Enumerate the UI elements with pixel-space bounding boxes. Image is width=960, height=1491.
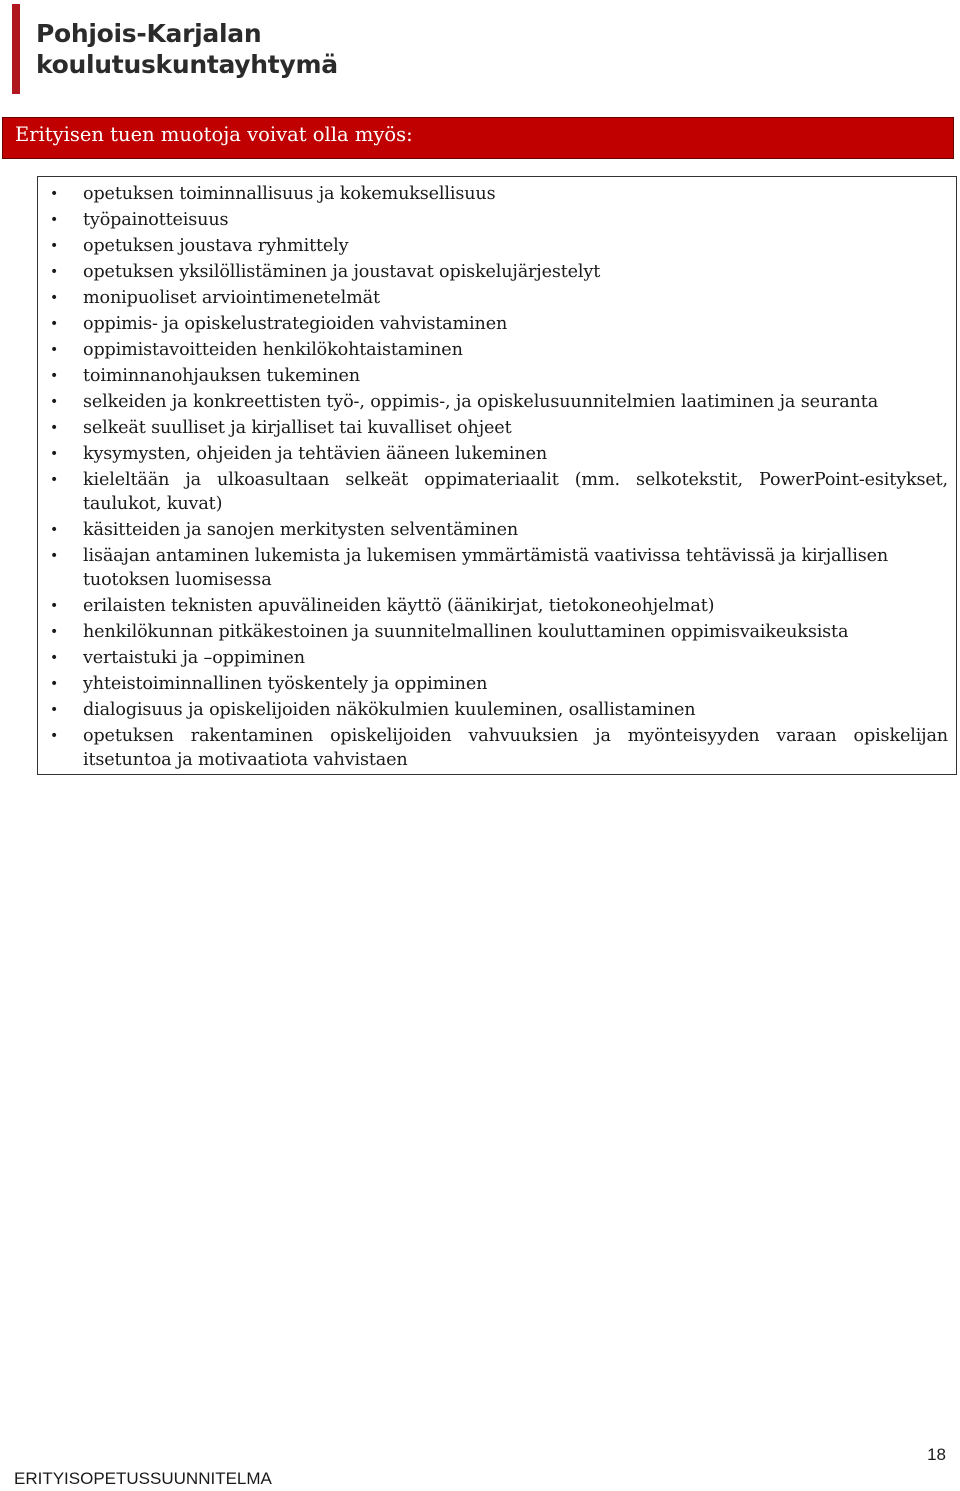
list-item bbox=[38, 181, 958, 207]
bullet-icon: • bbox=[50, 522, 59, 538]
list-item-text: kysymysten, ohjeiden ja tehtävien ääneen lukeminen bbox=[83, 444, 548, 464]
list-item bbox=[38, 207, 958, 233]
bullet-icon: • bbox=[50, 186, 59, 202]
list-item-text: dialogisuus ja opiskelijoiden näkökulmien kuuleminen, osallistaminen bbox=[83, 700, 696, 720]
list-item bbox=[38, 593, 958, 619]
bullet-icon: • bbox=[50, 264, 59, 280]
support-forms-box bbox=[37, 176, 957, 775]
section-header bbox=[2, 117, 954, 159]
bullet-icon: • bbox=[50, 702, 59, 718]
list-item bbox=[38, 543, 958, 593]
list-item-text: monipuoliset arviointimenetelmät bbox=[83, 288, 380, 308]
bullet-icon: • bbox=[50, 290, 59, 306]
list-item-text: opetuksen toiminnallisuus ja kokemuksellisuus bbox=[83, 184, 496, 204]
list-item bbox=[38, 285, 958, 311]
list-item bbox=[38, 645, 958, 671]
list-item bbox=[38, 337, 958, 363]
list-item-text: opetuksen yksilöllistäminen ja joustavat opiskelujärjestelyt bbox=[83, 262, 601, 282]
list-item-text: työpainotteisuus bbox=[83, 210, 229, 230]
list-item-text: opetuksen rakentaminen opiskelijoiden vahvuuksien ja myönteisyyden varaan opiskelijan itsetuntoa ja motivaatiota vahvistaen bbox=[83, 726, 948, 770]
list-item-text: kieleltään ja ulkoasultaan selkeät oppimateriaalit (mm. selkotekstit, PowerPoint-esitykset, taulukot, kuvat) bbox=[83, 470, 948, 514]
list-item bbox=[38, 671, 958, 697]
logo-line-2: koulutuskuntayhtymä bbox=[36, 50, 338, 79]
list-item-text: oppimistavoitteiden henkilökohtaistaminen bbox=[83, 340, 463, 360]
bullet-icon: • bbox=[50, 212, 59, 228]
list-item bbox=[38, 389, 958, 415]
list-item bbox=[38, 363, 958, 389]
list-item bbox=[38, 723, 958, 773]
logo-wordmark bbox=[36, 18, 338, 80]
list-item bbox=[38, 467, 958, 517]
list-item-text: selkeiden ja konkreettisten työ-, oppimis-, ja opiskelusuunnitelmien laatiminen ja seuranta bbox=[83, 392, 879, 412]
logo-line-1: Pohjois-Karjalan bbox=[36, 19, 262, 48]
list-item-text: lisäajan antaminen lukemista ja lukemisen ymmärtämistä vaativissa tehtävissä ja kirjallisen tuotoksen luomisessa bbox=[83, 546, 889, 590]
list-item-text: henkilökunnan pitkäkestoinen ja suunnitelmallinen kouluttaminen oppimisvaikeuksista bbox=[83, 622, 849, 642]
support-forms-list bbox=[38, 181, 958, 773]
document-footer-title: ERITYISOPETUSSUUNNITELMA bbox=[14, 1469, 272, 1488]
bullet-icon: • bbox=[50, 624, 59, 640]
bullet-icon: • bbox=[50, 446, 59, 462]
list-item bbox=[38, 415, 958, 441]
list-item bbox=[38, 311, 958, 337]
list-item-text: erilaisten teknisten apuvälineiden käyttö (äänikirjat, tietokoneohjelmat) bbox=[83, 596, 715, 616]
logo-accent-bar bbox=[12, 4, 20, 94]
bullet-icon: • bbox=[50, 548, 59, 564]
list-item bbox=[38, 441, 958, 467]
list-item bbox=[38, 259, 958, 285]
list-item bbox=[38, 697, 958, 723]
bullet-icon: • bbox=[50, 650, 59, 666]
list-item-text: vertaistuki ja –oppiminen bbox=[83, 648, 305, 668]
organization-logo bbox=[12, 4, 338, 94]
bullet-icon: • bbox=[50, 598, 59, 614]
bullet-icon: • bbox=[50, 316, 59, 332]
list-item-text: selkeät suulliset ja kirjalliset tai kuvalliset ohjeet bbox=[83, 418, 512, 438]
bullet-icon: • bbox=[50, 238, 59, 254]
bullet-icon: • bbox=[50, 368, 59, 384]
list-item-text: oppimis- ja opiskelustrategioiden vahvistaminen bbox=[83, 314, 508, 334]
bullet-icon: • bbox=[50, 342, 59, 358]
list-item bbox=[38, 233, 958, 259]
list-item-text: yhteistoiminnallinen työskentely ja oppiminen bbox=[83, 674, 488, 694]
list-item-text: käsitteiden ja sanojen merkitysten selventäminen bbox=[83, 520, 519, 540]
section-title: Erityisen tuen muotoja voivat olla myös: bbox=[15, 123, 413, 146]
page-number: 18 bbox=[927, 1445, 946, 1464]
bullet-icon: • bbox=[50, 728, 59, 744]
bullet-icon: • bbox=[50, 394, 59, 410]
list-item bbox=[38, 619, 958, 645]
list-item bbox=[38, 517, 958, 543]
bullet-icon: • bbox=[50, 472, 59, 488]
list-item-text: opetuksen joustava ryhmittely bbox=[83, 236, 349, 256]
list-item-text: toiminnanohjauksen tukeminen bbox=[83, 366, 360, 386]
bullet-icon: • bbox=[50, 676, 59, 692]
bullet-icon: • bbox=[50, 420, 59, 436]
